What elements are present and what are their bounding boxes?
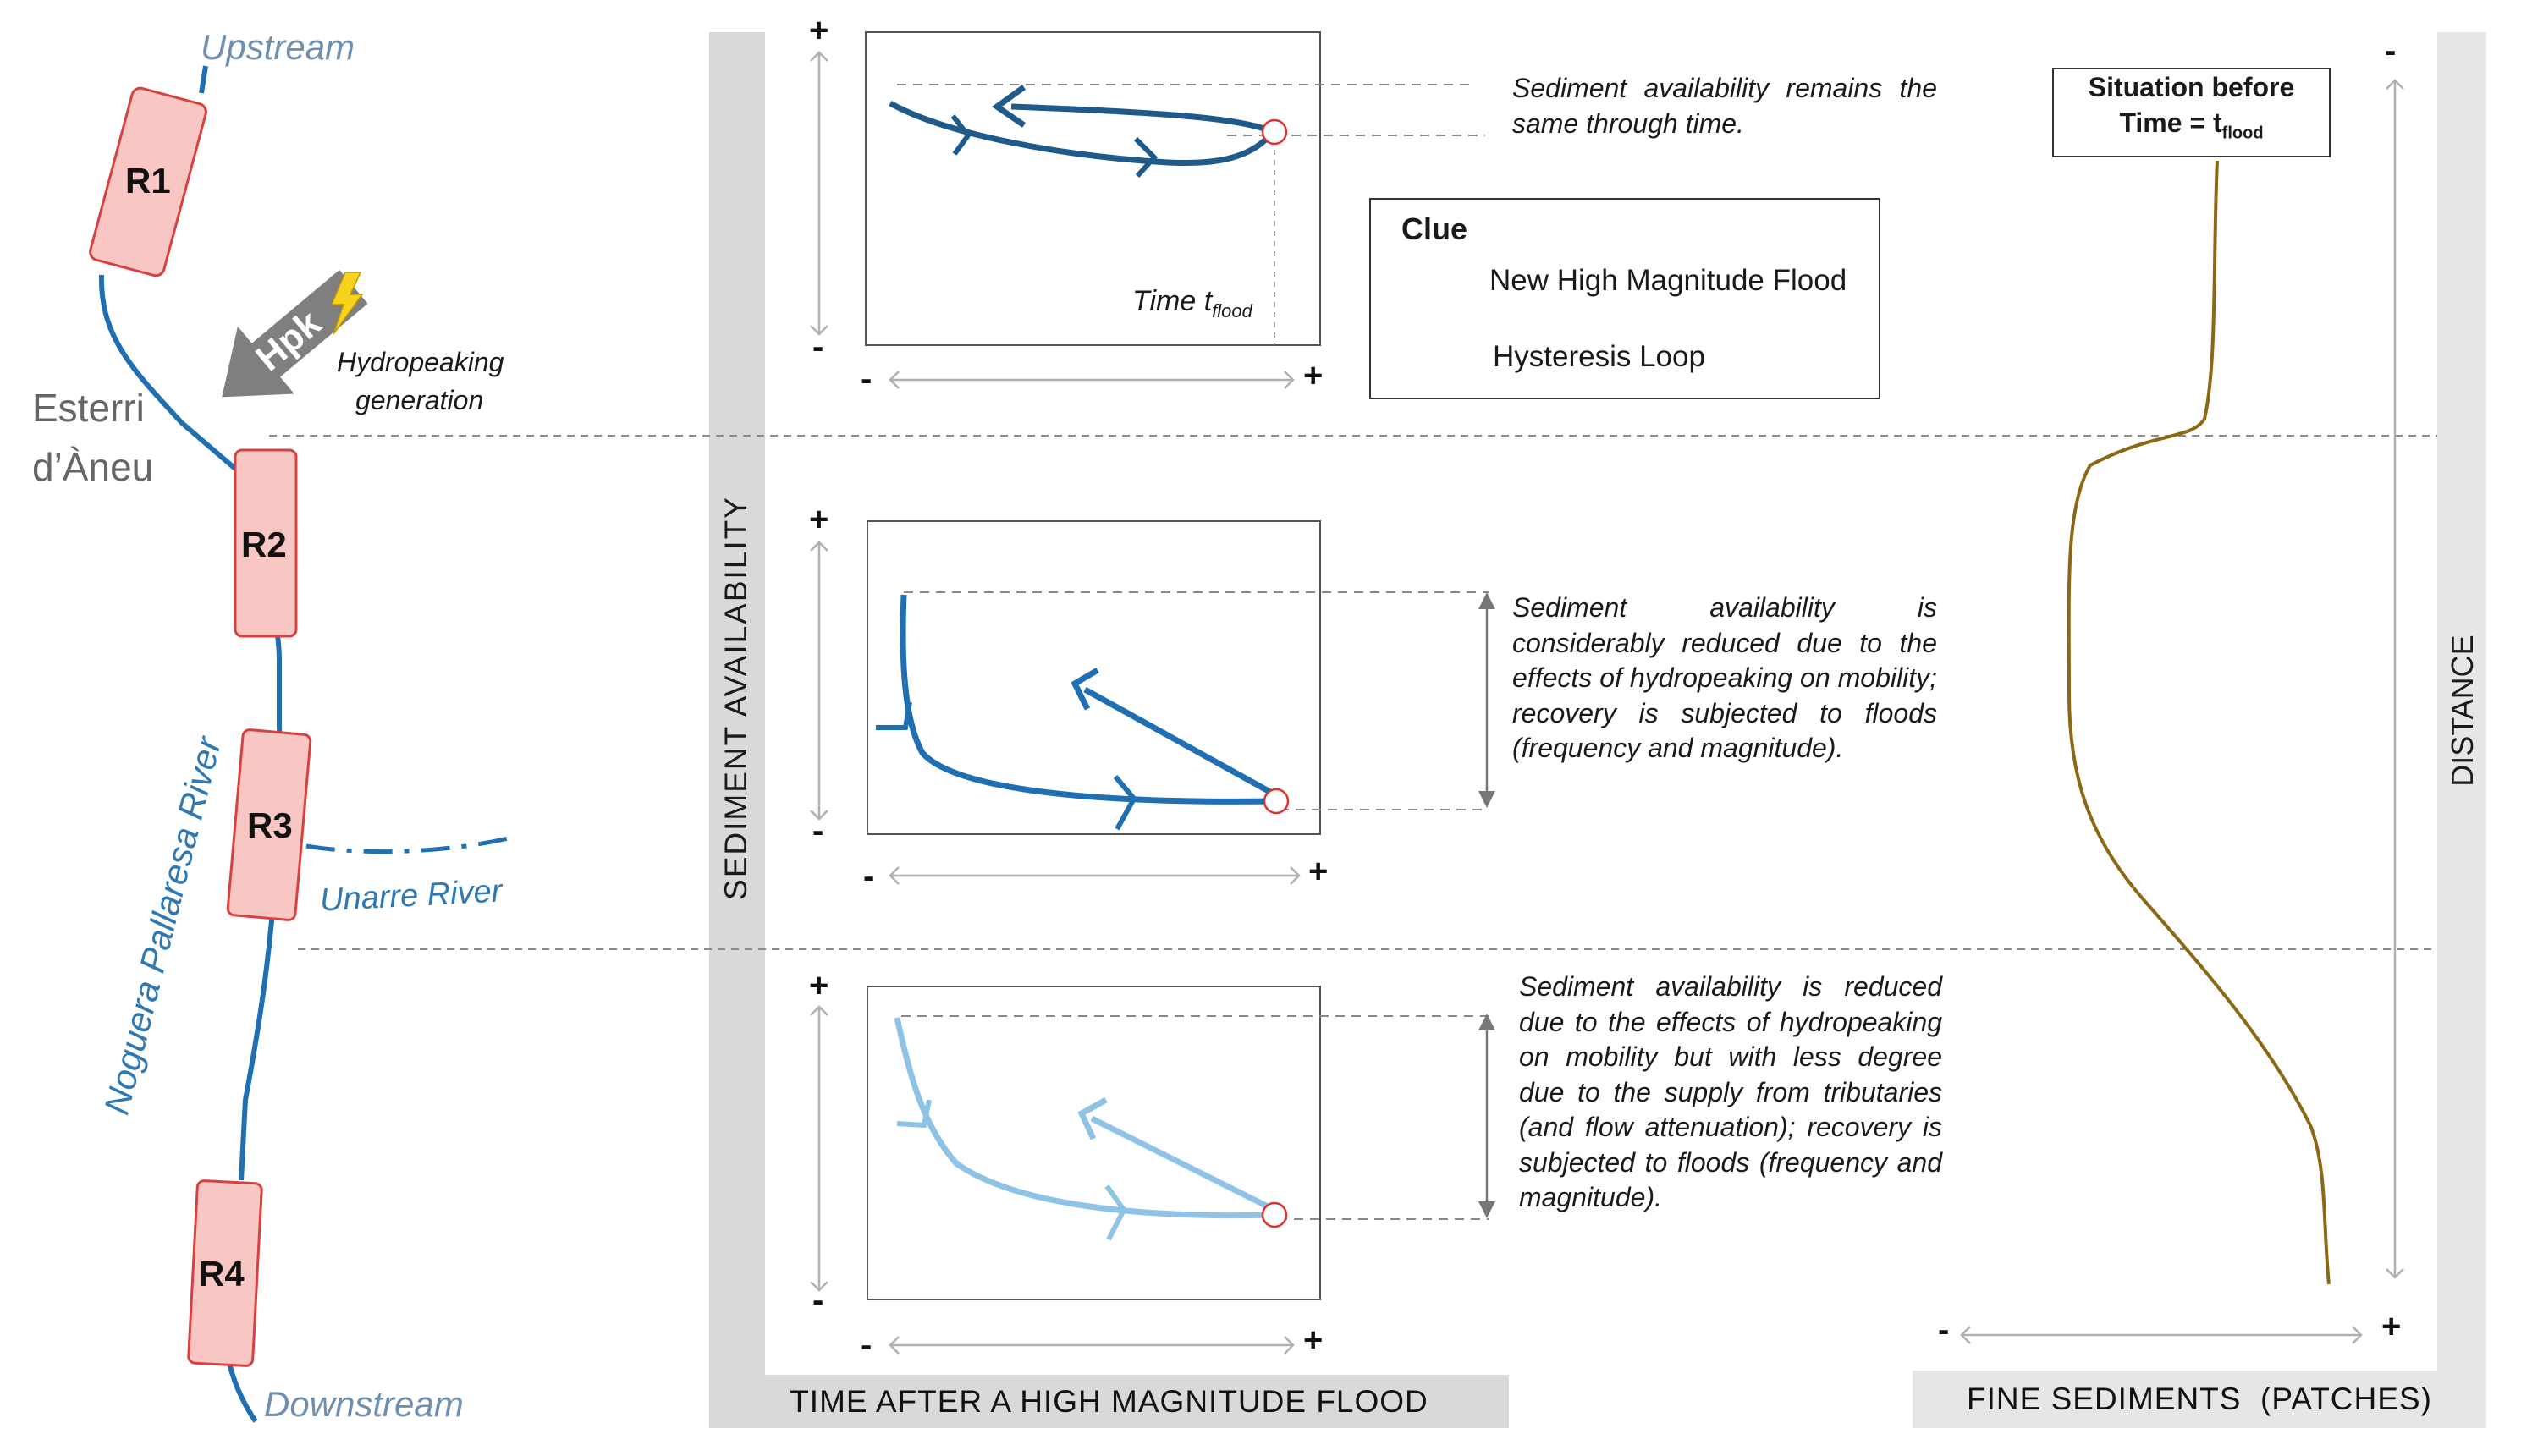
town-label-line2: d’Àneu	[32, 445, 154, 489]
panel-1-time-label: Time $t_{flood}$	[1132, 285, 1252, 321]
p1-y-minus: -	[812, 328, 824, 365]
hydropeaking-label-line2: generation	[355, 385, 484, 415]
panel-3-flood-marker	[1263, 1203, 1286, 1227]
profile-x-minus: -	[1938, 1311, 1950, 1349]
legend-item-flood: New High Magnitude Flood	[1489, 264, 1847, 297]
hydropeaking-label-line1: Hydropeaking	[337, 347, 504, 377]
tributary-label: Unarre River	[319, 873, 504, 919]
legend-item-hysteresis: Hysteresis Loop	[1493, 340, 1705, 373]
town-label-line1: Esterri	[32, 386, 145, 430]
hpk-label: Hpk	[248, 302, 329, 380]
p3-x-plus: +	[1303, 1321, 1324, 1359]
panel-2-text: Sediment availability is considerably reduced due to the effects of hydropeaking on mobility; recovery is subjected to floods (frequency and magnitude).	[1512, 592, 1937, 763]
reach-label-r3: R3	[247, 805, 293, 845]
reach-label-r1: R1	[125, 161, 171, 201]
legend-box	[1369, 198, 1880, 399]
profile-x-title: FINE SEDIMENTS (PATCHES)	[1913, 1371, 2486, 1428]
river-map	[88, 66, 512, 1421]
panel-3	[819, 986, 1489, 1345]
panel-2	[819, 521, 1489, 876]
panel-2-flood-marker	[1264, 789, 1288, 813]
p1-y-plus: +	[809, 12, 829, 49]
p1-x-plus: +	[1303, 357, 1324, 394]
distance-title: DISTANCE	[2445, 635, 2480, 787]
reach-label-r2: R2	[241, 525, 287, 564]
panel-2-frame	[867, 521, 1320, 834]
downstream-label: Downstream	[264, 1384, 464, 1424]
profile-plot	[1962, 80, 2395, 1335]
panel-1-flood-marker	[1263, 120, 1286, 144]
panel-3-text: Sediment availability is reduced due to the effects of hydropeaking on mobility but with less degree due to the supply from tributaries (and flow attenuation); recovery is subjected to floods (frequency and magnitude).	[1519, 971, 1942, 1212]
p2-x-minus: -	[863, 858, 875, 895]
x-axis-title: TIME AFTER A HIGH MAGNITUDE FLOOD	[709, 1375, 1509, 1428]
main-river-label: Noguera Pallaresa River	[96, 733, 229, 1118]
p2-x-plus: +	[1308, 853, 1329, 890]
tributary-line	[306, 838, 512, 852]
p3-x-minus: -	[861, 1327, 872, 1364]
p2-y-plus: +	[809, 501, 829, 538]
panel-1-text: Sediment availability remains the same through time.	[1512, 73, 1937, 139]
upstream-label: Upstream	[201, 27, 355, 67]
p3-y-minus: -	[812, 1282, 824, 1319]
y-axis-title: SEDIMENT AVAILABILITY	[718, 496, 753, 900]
p3-y-plus: +	[809, 967, 829, 1004]
distance-minus: -	[2385, 32, 2397, 69]
p2-y-minus: -	[812, 812, 824, 849]
profile-x-plus: +	[2381, 1308, 2402, 1345]
reach-label-r4: R4	[199, 1254, 245, 1294]
situation-line1: Situation before	[2088, 72, 2295, 102]
situation-box	[2052, 68, 2331, 157]
situation-line2: Time = $t_{flood}$	[2119, 107, 2264, 143]
legend-title: Clue	[1401, 212, 1468, 246]
profile-curve	[2069, 161, 2329, 1284]
panel-3-frame	[867, 986, 1320, 1299]
p1-x-minus: -	[861, 360, 872, 398]
